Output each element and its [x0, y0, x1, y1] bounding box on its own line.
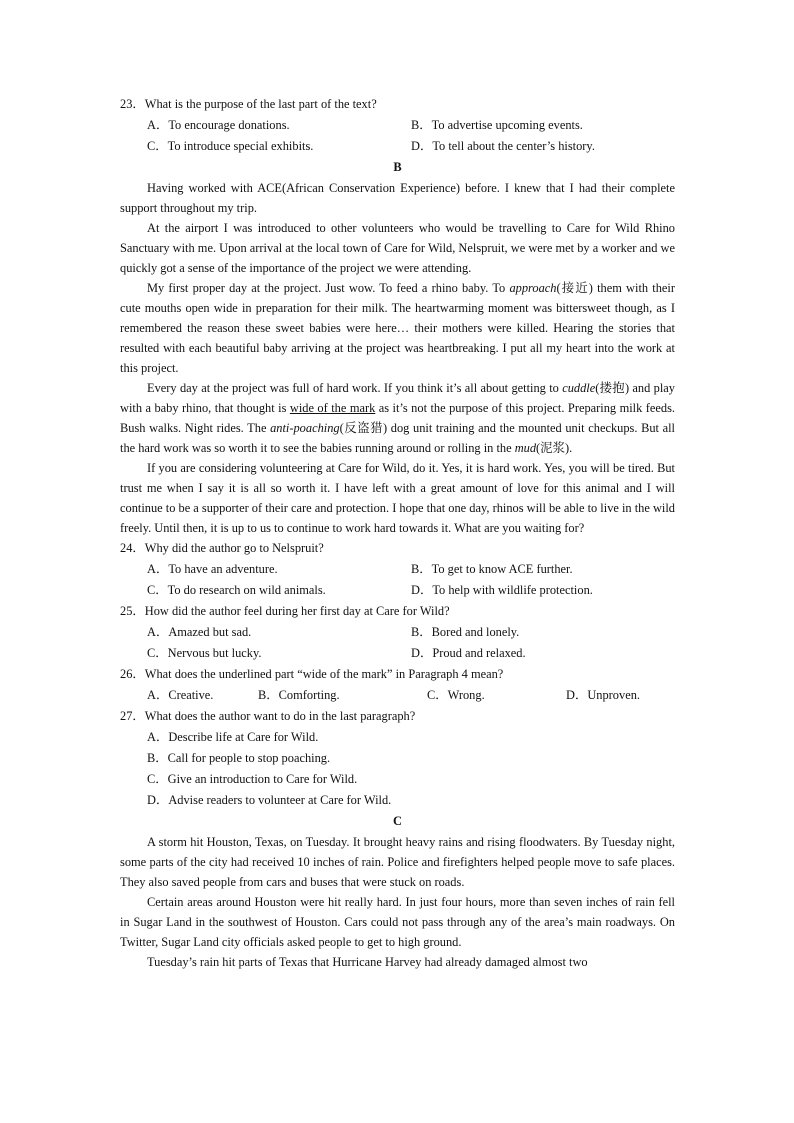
question-23-options-row-2 [120, 136, 675, 156]
section-c-paragraph-1: A storm hit Houston, Texas, on Tuesday. It brought heavy rains and rising floodwaters. By Tuesday night, some parts of the city had received 10 inches of rain. Police and firefighters helped people move to safe places. They also saved people from cars and buses that were stuck on roads. [120, 835, 675, 889]
question-26-options-row [120, 685, 675, 705]
section-b-paragraph-1: Having worked with ACE(African Conservation Experience) before. I knew that I had their complete support throughout my trip. [120, 181, 675, 215]
question-23: 23．What is the purpose of the last part of the text? [120, 97, 377, 111]
question-24-options-row-2 [120, 580, 675, 600]
p4-text-4: (反盗猎) dog unit training and the mounted unit checkups. But all the hard work was so worth it to see the babies running around or rolling in the [120, 421, 675, 455]
p3-text-1: My first proper day at the project. Just wow. To feed a rhino baby. To [147, 281, 510, 295]
p4-italic-anti-poaching: anti-poaching [270, 421, 340, 435]
p3-italic-approach: approach [509, 281, 557, 295]
q26-option-d: D．Unproven. [566, 688, 640, 702]
p4-text-5: (泥浆). [536, 441, 573, 455]
q24-option-a: A．To have an adventure. [147, 562, 278, 576]
q25-option-c: C．Nervous but lucky. [147, 646, 262, 660]
question-23-options-row-1 [120, 115, 675, 135]
p4-italic-cuddle: cuddle [562, 381, 596, 395]
q26-option-a: A．Creative. [147, 688, 214, 702]
exam-page [120, 94, 675, 972]
section-b-paragraph-5: If you are considering volunteering at Care for Wild, do it. Yes, it is hard work. Yes, you will be tired. But trust me when I say it is all so worth it. I have left with a great amount of love for this animal and I will continue to be a supporter of their care and protection. I hope that one day, rhinos will be able to live in the wild freely. Until then, it is up to us to continue to work hard towards it. What are you waiting for? [120, 461, 675, 535]
question-25: 25．How did the author feel during her first day at Care for Wild? [120, 604, 450, 618]
q23-option-b: B．To advertise upcoming events. [411, 118, 583, 132]
p4-italic-mud: mud [514, 441, 537, 455]
q24-option-b: B．To get to know ACE further. [411, 562, 573, 576]
section-b-paragraph-3 [120, 278, 675, 378]
q26-option-c: C．Wrong. [427, 688, 485, 702]
q25-option-b: B．Bored and lonely. [411, 625, 520, 639]
question-24: 24．Why did the author go to Nelspruit? [120, 541, 324, 555]
q26-option-b: B．Comforting. [258, 688, 340, 702]
question-24-options-row-1 [120, 559, 675, 579]
p4-text-3: as it’s not the purpose of this project. Preparing milk feeds. Bush walks. Night rides. The [120, 401, 675, 435]
q23-option-d: D．To tell about the center’s history. [411, 139, 595, 153]
q25-option-a: A．Amazed but sad. [147, 625, 252, 639]
q27-option-a: A．Describe life at Care for Wild. [147, 730, 319, 744]
q27-option-d: D．Advise readers to volunteer at Care for Wild. [147, 793, 392, 807]
section-c-heading: C [393, 814, 402, 828]
section-b-paragraph-2: At the airport I was introduced to other volunteers who would be travelling to Care for Wild Rhino Sanctuary with me. Upon arrival at the local town of Care for Wild, Nelspruit, we were met by a worker and we quickly got a sense of the importance of the project we were attending. [120, 221, 675, 275]
q27-option-b: B．Call for people to stop poaching. [147, 751, 331, 765]
p4-underlined-phrase: wide of the mark [289, 401, 376, 415]
p4-text-2: (搂抱) and play with a baby rhino, that thought is [120, 381, 676, 415]
q23-option-a: A．To encourage donations. [147, 118, 290, 132]
question-25-options-row-1 [120, 622, 675, 642]
section-c-paragraph-2: Certain areas around Houston were hit really hard. In just four hours, more than seven inches of rain fell in Sugar Land in the southwest of Houston. Cars could not pass through any of the area’s main roadways. On Twitter, Sugar Land city officials asked people to get to high ground. [120, 895, 675, 949]
q23-option-c: C．To introduce special exhibits. [147, 139, 314, 153]
question-27: 27．What does the author want to do in the last paragraph? [120, 709, 416, 723]
q24-option-d: D．To help with wildlife protection. [411, 583, 593, 597]
q24-option-c: C．To do research on wild animals. [147, 583, 326, 597]
p4-text-1: Every day at the project was full of hard work. If you think it’s all about getting to [147, 381, 563, 395]
section-b-heading: B [393, 160, 402, 174]
question-26: 26．What does the underlined part “wide of the mark” in Paragraph 4 mean? [120, 667, 504, 681]
q27-option-c: C．Give an introduction to Care for Wild. [147, 772, 358, 786]
section-c-paragraph-3: Tuesday’s rain hit parts of Texas that Hurricane Harvey had already damaged almost two [147, 955, 588, 969]
q25-option-d: D．Proud and relaxed. [411, 646, 526, 660]
section-b-paragraph-4 [120, 378, 675, 458]
question-25-options-row-2 [120, 643, 675, 663]
p3-text-2: (接近) them with their cute mouths open wide in preparation for their milk. The heartwarming moment was bittersweet though, as I remembered the reason these sweet babies were here… their mothers were killed. Hearing the stories that resulted with each beautiful baby arriving at the project was heartbreaking. I put all my heart into the work at this project. [120, 281, 675, 375]
